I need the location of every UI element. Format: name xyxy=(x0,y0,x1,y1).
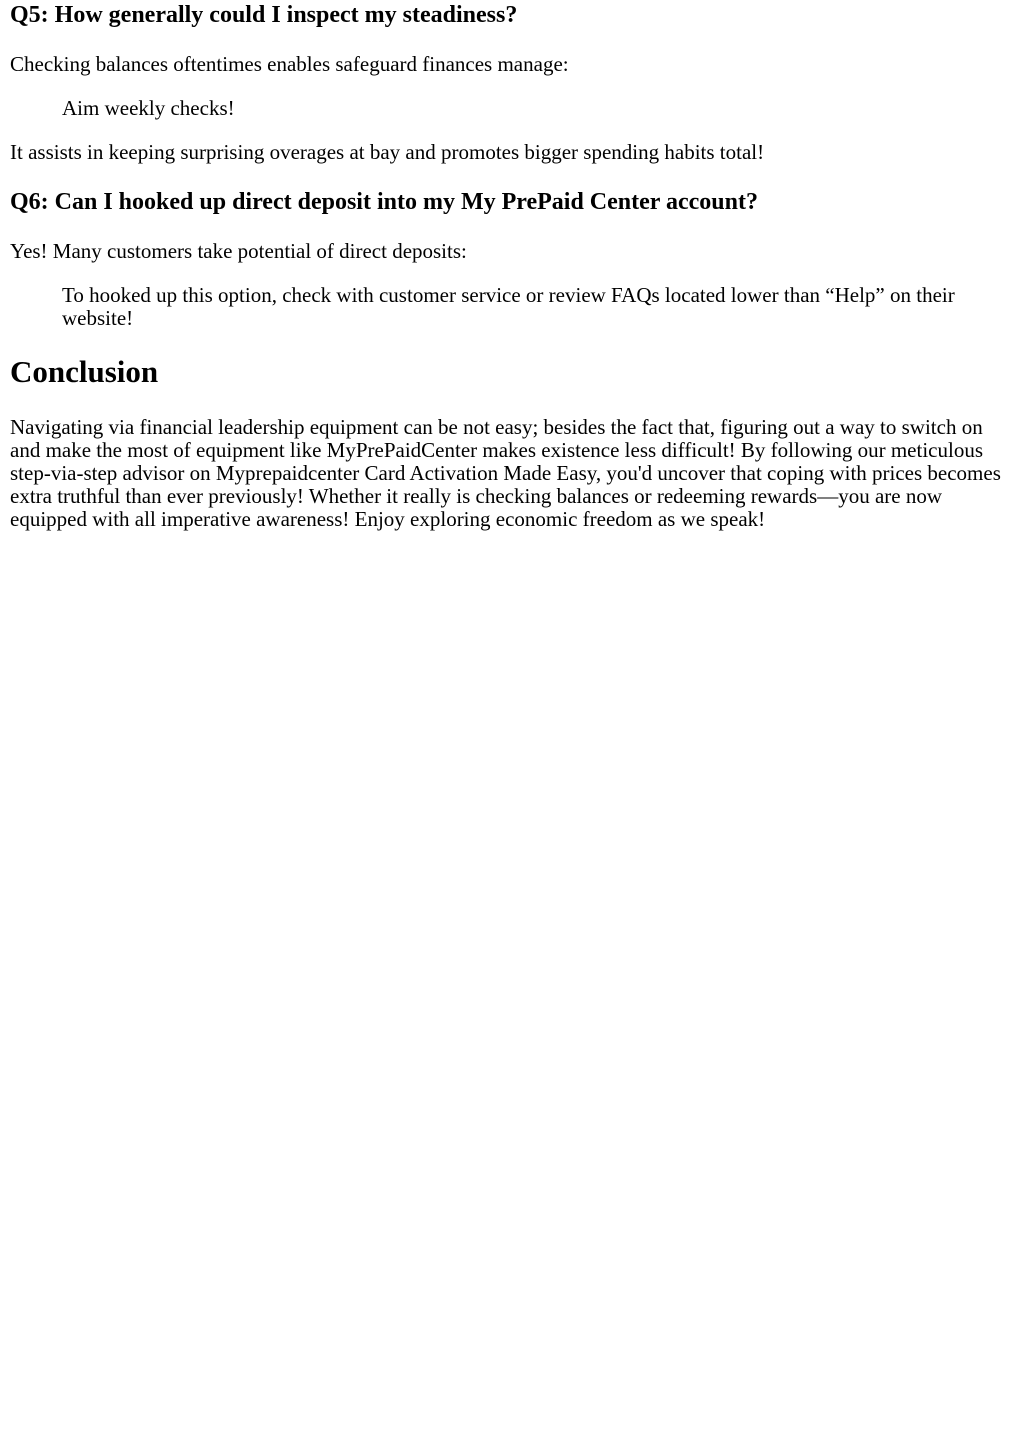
faq-answer-outro: It assists in keeping surprising overages at bay and promotes bigger spending habits total! xyxy=(10,140,765,164)
faq-answer-intro: Yes! Many customers take potential of direct deposits: xyxy=(10,239,467,263)
conclusion-heading: Conclusion xyxy=(10,354,159,389)
faq-question-q6: Q6: Can I hooked up direct deposit into my My PrePaid Center account? xyxy=(10,189,758,215)
faq-answer-quote xyxy=(62,284,962,330)
quote-text: Aim weekly checks! xyxy=(62,96,235,120)
quote-text: To hooked up this option, check with customer service or review FAQs located lower than “Help” on their website! xyxy=(62,283,955,330)
faq-answer-intro: Checking balances oftentimes enables safeguard finances manage: xyxy=(10,52,569,76)
faq-question-q5: Q5: How generally could I inspect my steadiness? xyxy=(10,2,518,28)
faq-answer-quote xyxy=(62,97,235,120)
conclusion-paragraph: Navigating via financial leadership equipment can be not easy; besides the fact that, figuring out a way to switch on and make the most of equipment like MyPrePaidCenter makes existence less difficult! By following our meticulous step-via-step advisor on Myprepaidcenter Card Activation Made Easy, you'd uncover that coping with prices becomes extra truthful than ever previously! Whether it really is checking balances or redeeming rewards—you are now equipped with all imperative awareness! Enjoy exploring economic freedom as we speak! xyxy=(10,415,1001,531)
